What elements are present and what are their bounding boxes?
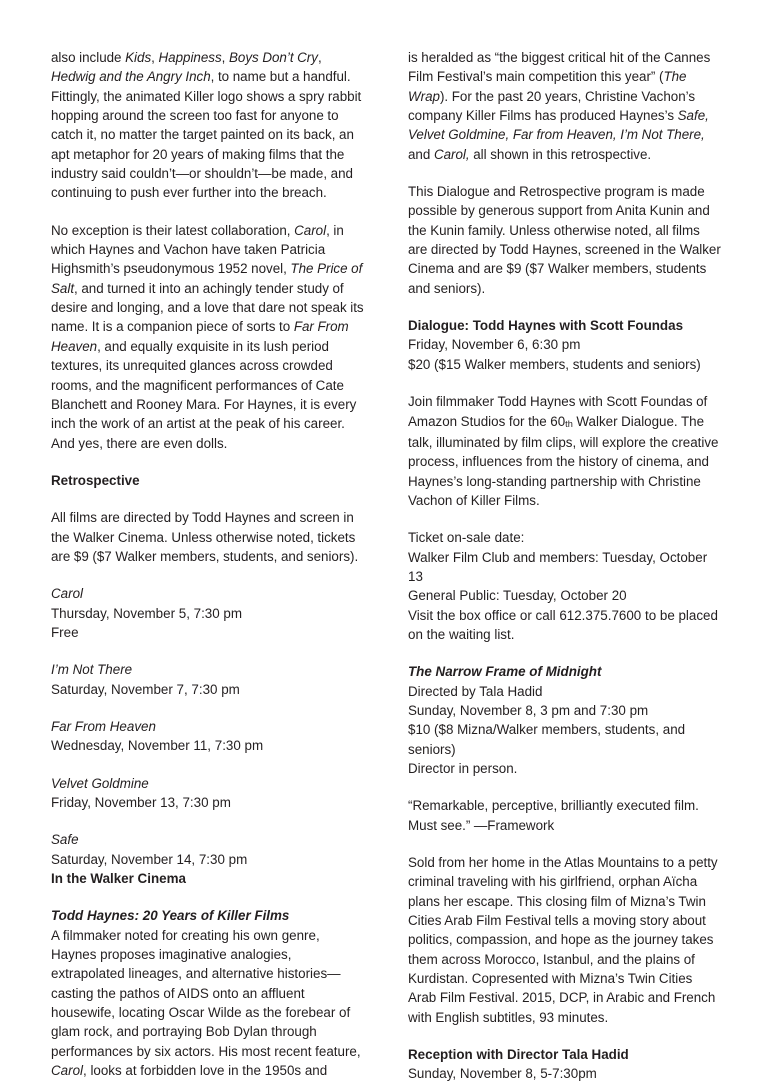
paragraph-dialogue-body xyxy=(408,392,722,510)
film-title-hedwig: Hedwig and the Angry Inch xyxy=(51,69,211,85)
paragraph-killer-logo xyxy=(51,48,365,203)
film-title-list: Safe, Velvet Goldmine, Far from Heaven, I’m Not There, xyxy=(408,108,709,143)
dialogue-date: Friday, November 6, 6:30 pm xyxy=(408,337,581,353)
section-killer-films xyxy=(51,906,365,1080)
text-run: , xyxy=(317,50,322,65)
book-title-price-of-salt: The Price of Salt xyxy=(51,261,363,296)
paragraph-support: This Dialogue and Retrospective program is made possible by generous support from Anita Kunin and the Kunin family. Unless otherwise noted, all films are directed by Todd Haynes, screened in the Walker Cinema and are $9 ($7 Walker members, students and seniors). xyxy=(408,184,721,296)
screening-title: Safe xyxy=(51,832,79,848)
text-run: Join filmmaker Todd Haynes with Scott Foundas of Amazon Studios for the 60 xyxy=(408,394,708,429)
film-title-happiness: Happiness xyxy=(158,50,222,65)
dialogue-price: $20 ($15 Walker members, students and seniors) xyxy=(408,356,701,372)
pull-quote-framework: “Remarkable, perceptive, brilliantly executed film. Must see.” —Framework xyxy=(408,798,699,833)
text-run: , xyxy=(221,50,229,65)
dialogue-listing xyxy=(408,316,722,374)
paragraph-cannes xyxy=(408,48,722,164)
text-run: also include xyxy=(51,50,126,65)
text-run: No exception is their latest collaboration, xyxy=(51,222,295,238)
screening-venue: In the Walker Cinema xyxy=(51,871,186,887)
publication-the-wrap: The Wrap xyxy=(408,69,687,104)
film-title-narrow-frame: The Narrow Frame of Midnight xyxy=(408,664,602,680)
screening-carol xyxy=(51,584,365,642)
paragraph-synopsis: Sold from her home in the Atlas Mountains to a petty criminal traveling with his girlfriend, orphan Aïcha plans her escape. This closing film of Mizna’s Twin Cities Arab Film Festival tells a moving story about politics, compassion, and hope as the journey takes them across Morocco, Istanbul, and the plains of Kurdistan. Copresented with Mizna’s Twin Cities Arab Film Festival. 2015, DCP, in Arabic and French with English subtitles, 93 minutes. xyxy=(408,855,718,1025)
screening-far-from-heaven xyxy=(51,717,365,756)
film-title-carol: Carol xyxy=(51,1063,83,1079)
text-run: all shown in this retrospective. xyxy=(469,146,652,162)
screening-title: Carol xyxy=(51,586,83,602)
narrow-frame-director: Directed by Tala Hadid xyxy=(408,683,543,699)
left-column xyxy=(51,48,365,1080)
screening-title: Far From Heaven xyxy=(51,718,156,734)
paragraph-retrospective-intro: All films are directed by Todd Haynes and screen in the Walker Cinema. Unless otherwise noted, tickets are $9 ($7 Walker members, students, and seniors). xyxy=(51,510,359,564)
screening-im-not-there xyxy=(51,660,365,699)
screening-date: Saturday, November 14, 7:30 pm xyxy=(51,851,248,867)
text-run: and xyxy=(408,146,434,162)
text-run: , and turned it into an achingly tender study of desire and longing, and a love that dare not speak its name. It is a companion piece of sorts to xyxy=(51,280,364,335)
film-title-kids: Kids xyxy=(125,50,152,65)
ordinal-suffix: th xyxy=(565,419,573,429)
screening-title: I’m Not There xyxy=(51,662,133,678)
heading-dialogue: Dialogue: Todd Haynes with Scott Foundas xyxy=(408,318,684,334)
text-run: , to name but a handful. Fittingly, the animated Killer logo shows a spry rabbit hopping around the screen too fast for anyone to catch it, no matter the target painted on its back, an apt metaphor for 20 years of making films that the industry said couldn’t—or shouldn’t—be made, and continuing to push ever further into the breach. xyxy=(51,69,362,201)
screening-velvet-goldmine xyxy=(51,774,365,813)
heading-retrospective: Retrospective xyxy=(51,472,140,488)
heading-reception: Reception with Director Tala Hadid xyxy=(408,1047,629,1063)
reception-listing xyxy=(408,1045,722,1084)
screening-price: Free xyxy=(51,624,79,640)
text-run: is heralded as “the biggest critical hit of the Cannes Film Festival’s main competition this year” ( xyxy=(408,50,711,85)
screening-date: Thursday, November 5, 7:30 pm xyxy=(51,605,243,621)
text-run: Walker Dialogue. The talk, illuminated by film clips, will explore the creative process, influences from the history of cinema, and Haynes’s long-standing partnership with Christine Vachon of Killer Films. xyxy=(408,413,719,508)
right-column xyxy=(408,48,722,1084)
text-run: , looks at forbidden love in the 1950s and xyxy=(83,1063,328,1079)
screening-date: Saturday, November 7, 7:30 pm xyxy=(51,681,240,697)
ticket-onsale-block xyxy=(408,528,722,644)
paragraph-killer-films-body xyxy=(51,926,365,1081)
text-run: , xyxy=(151,50,159,65)
two-column-body xyxy=(51,48,723,1084)
film-title-carol: Carol, xyxy=(433,146,470,162)
text-run: A filmmaker noted for creating his own genre, Haynes proposes imaginative analogies, extrapolated lineages, and alternative histories—casting the pathos of AIDS onto an affluent housewife, locating Oscar Wilde as the forebear of glam rock, and portraying Bob Dylan through performances by six actors. His most recent feature, xyxy=(51,927,361,1059)
ticket-boxoffice-line: Visit the box office or call 612.375.7600 to be placed on the waiting list. xyxy=(408,607,718,642)
narrow-frame-date: Sunday, November 8, 3 pm and 7:30 pm xyxy=(408,702,649,718)
paragraph-carol xyxy=(51,221,365,453)
text-run: ). For the past 20 years, Christine Vachon’s company Killer Films has produced Haynes’s xyxy=(408,88,696,124)
film-title-far-from-heaven: Far From Heaven xyxy=(51,319,349,354)
subheading-killer-films: Todd Haynes: 20 Years of Killer Films xyxy=(51,908,290,924)
narrow-frame-note: Director in person. xyxy=(408,761,518,776)
narrow-frame-price: $10 ($8 Mizna/Walker members, students, and seniors) xyxy=(408,722,686,757)
screening-safe xyxy=(51,830,365,888)
film-title-carol: Carol xyxy=(294,222,327,238)
text-run: , and equally exquisite in its lush period textures, its unrequited glances across crowded rooms, and the magnificent performances of Cate Blanchett and Rooney Mara. For Haynes, it is every inch the work of an artist at the peak of his career. And yes, there are even dolls. xyxy=(51,338,357,451)
screening-date: Wednesday, November 11, 7:30 pm xyxy=(51,738,264,754)
screening-date: Friday, November 13, 7:30 pm xyxy=(51,795,231,810)
reception-date: Sunday, November 8, 5-7:30pm xyxy=(408,1066,597,1082)
text-run: , in which Haynes and Vachon have taken Patricia Highsmith’s pseudonymous 1952 novel, xyxy=(51,222,344,277)
narrow-frame-listing xyxy=(408,662,722,778)
film-title-boys-dont-cry: Boys Don’t Cry xyxy=(228,50,318,65)
ticket-onsale-label: Ticket on-sale date: xyxy=(408,530,525,546)
ticket-members-line: Walker Film Club and members: Tuesday, October 13 xyxy=(408,549,708,584)
screening-title: Velvet Goldmine xyxy=(51,775,149,791)
ticket-public-line: General Public: Tuesday, October 20 xyxy=(408,588,627,604)
